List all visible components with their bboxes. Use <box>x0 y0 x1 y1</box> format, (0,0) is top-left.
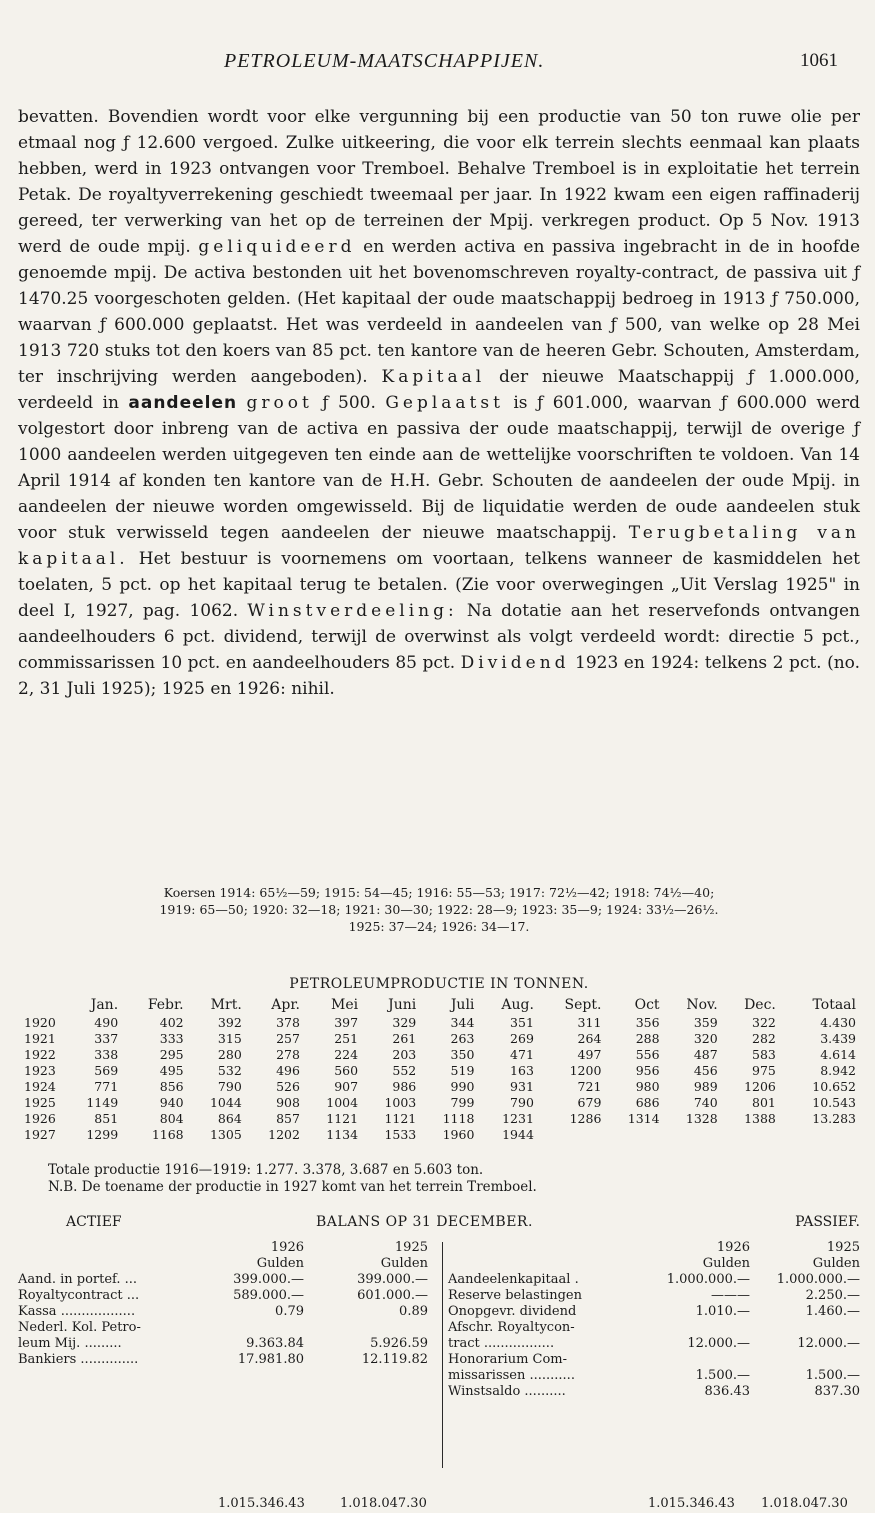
actief-value: 17.981.80 <box>237 1352 304 1367</box>
passief-label: Aandeelenkapitaal . <box>448 1272 579 1287</box>
production-cell: 552 <box>392 1062 417 1078</box>
production-cell: 10.543 <box>812 1094 856 1110</box>
production-cell: 1206 <box>744 1078 776 1094</box>
row-year: 1926 <box>24 1110 56 1126</box>
actief-value: 0.79 <box>275 1304 304 1319</box>
term-geplaatst: Geplaatst <box>385 393 504 413</box>
actief-row <box>18 1320 438 1336</box>
body-text-7: Na dotatie aan het reservefonds ontvangen aandeelhouders 6 pct. dividend, terwijl de overwinst als volgt verdeeld wordt: directie 5 pct., commissarissen 10 pct. en aandeelhouders 85 pct. <box>18 601 860 673</box>
production-cell: 315 <box>217 1030 242 1046</box>
production-table <box>24 996 856 1142</box>
production-cell: 686 <box>635 1094 660 1110</box>
production-cell: 1121 <box>326 1110 359 1126</box>
production-cell <box>601 1126 659 1142</box>
passief-row <box>448 1320 860 1336</box>
production-cell: 721 <box>577 1078 602 1094</box>
production-cell: 771 <box>94 1078 119 1094</box>
production-cell: 908 <box>276 1094 300 1110</box>
production-cell: 560 <box>334 1062 359 1078</box>
actief-label: Bankiers .............. <box>18 1352 139 1367</box>
passief-label: Afschr. Royaltycon- <box>448 1320 575 1335</box>
col-header: Juni <box>388 997 417 1013</box>
actief-row <box>18 1288 438 1304</box>
passief-unit-1: Gulden <box>702 1256 750 1271</box>
passief-value: 12.000.— <box>687 1336 750 1351</box>
production-cell: 4.430 <box>820 1014 856 1030</box>
passief-label: Onopgevr. dividend <box>448 1304 577 1319</box>
actief-label: leum Mij. ......... <box>18 1336 122 1351</box>
passief-value: 1.500.— <box>695 1368 750 1383</box>
production-cell: 790 <box>217 1078 242 1094</box>
passief-unit-row <box>448 1256 860 1272</box>
production-cell: 264 <box>577 1030 602 1046</box>
actief-total-2: 1.018.047.30 <box>340 1496 427 1511</box>
production-header-row <box>24 996 856 1014</box>
body-text-8: 1923 en 1924: telkens 2 pct. (no. 2, 31 Juli 1925); 1925 en 1926: nihil. <box>18 653 860 699</box>
production-row <box>24 1030 856 1046</box>
share-prices <box>18 884 860 935</box>
production-cell: 251 <box>334 1030 359 1046</box>
production-cell: 490 <box>94 1014 119 1030</box>
production-cell: 1118 <box>442 1110 475 1126</box>
col-header: Oct <box>634 997 660 1013</box>
col-header: Totaal <box>812 997 856 1013</box>
col-header: Apr. <box>271 997 300 1013</box>
actief-value: 0.89 <box>399 1304 428 1319</box>
production-cell: 804 <box>159 1110 184 1126</box>
production-cell: 295 <box>159 1046 184 1062</box>
production-row <box>24 1046 856 1062</box>
production-cell: 282 <box>752 1030 776 1046</box>
production-row <box>24 1126 856 1142</box>
body-text-5: is ƒ 601.000, waarvan ƒ 600.000 werd volgestort door inbreng van de activa en passiva der oude maatschappij, terwijl de overige ƒ 1000 aandeelen werden uitgegeven ten einde aan de wettelijke voorschriften te voldoen. Van 14 April 1914 af konden ten kantore van de H.H. Gebr. Schouten de aandeelen der oude Mpij. in aandeelen der nieuwe worden omgewisseld. Bij de liquidatie werden de oude aandeelen stuk voor stuk verwisseld tegen aandeelen der nieuwe maatschappij. <box>18 393 860 543</box>
production-cell <box>776 1126 856 1142</box>
production-cell: 679 <box>577 1094 602 1110</box>
production-cell: 1202 <box>268 1126 300 1142</box>
production-cell: 203 <box>392 1046 417 1062</box>
production-cell: 224 <box>334 1046 359 1062</box>
col-header: Aug. <box>501 997 534 1013</box>
passief-value: 837.30 <box>814 1384 860 1399</box>
col-header: Jan. <box>90 997 119 1013</box>
balance-title: BALANS OP 31 DECEMBER. <box>316 1214 533 1230</box>
production-cell: 496 <box>276 1062 300 1078</box>
actief-row <box>18 1352 438 1368</box>
production-cell: 1314 <box>627 1110 660 1126</box>
body-paragraph <box>18 104 860 702</box>
production-cell: 790 <box>510 1094 534 1110</box>
passief-year-row <box>448 1240 860 1256</box>
production-cell: 1328 <box>685 1110 718 1126</box>
production-row <box>24 1078 856 1094</box>
production-cell: 10.652 <box>812 1078 856 1094</box>
actief-row <box>18 1336 438 1352</box>
actief-label: Nederl. Kol. Petro- <box>18 1320 141 1335</box>
production-cell: 257 <box>276 1030 300 1046</box>
passief-label: Honorarium Com- <box>448 1352 568 1367</box>
actief-unit-row <box>18 1256 438 1272</box>
production-cell: 280 <box>217 1046 242 1062</box>
production-cell: 986 <box>392 1078 417 1094</box>
passief-label: tract ................. <box>448 1336 555 1351</box>
production-cell: 344 <box>450 1014 475 1030</box>
passief-value: 2.250.— <box>805 1288 860 1303</box>
passief-year-1: 1926 <box>716 1240 750 1255</box>
passief-row <box>448 1272 860 1288</box>
actief-row <box>18 1272 438 1288</box>
actief-unit-1: Gulden <box>256 1256 304 1271</box>
production-cell: 311 <box>577 1014 602 1030</box>
passief-label: Winstsaldo .......... <box>448 1384 566 1399</box>
production-cell: 261 <box>392 1030 417 1046</box>
production-cell: 956 <box>635 1062 660 1078</box>
total-production-note: Totale productie 1916—1919: 1.277. 3.378, 3.687 en 5.603 ton. <box>48 1162 484 1178</box>
row-year: 1922 <box>24 1046 56 1062</box>
page-number: 1061 <box>800 50 838 71</box>
actief-label: ACTIEF <box>66 1214 122 1230</box>
production-cell: 359 <box>693 1014 718 1030</box>
actief-rows <box>18 1272 438 1368</box>
page-header <box>18 50 860 76</box>
actief-value: 601.000.— <box>357 1288 428 1303</box>
production-cell: 329 <box>392 1014 417 1030</box>
production-cell: 320 <box>693 1030 718 1046</box>
production-cell: 1533 <box>384 1126 417 1142</box>
actief-label: Royaltycontract ... <box>18 1288 140 1303</box>
production-cell: 337 <box>94 1030 119 1046</box>
passief-row <box>448 1384 860 1400</box>
production-cell: 1388 <box>744 1110 776 1126</box>
production-cell: 350 <box>450 1046 475 1062</box>
term-aandeelen: aandeelen <box>128 393 238 413</box>
actief-year-2: 1925 <box>394 1240 428 1255</box>
passief-row <box>448 1336 860 1352</box>
production-cell: 851 <box>94 1110 119 1126</box>
production-row <box>24 1062 856 1078</box>
actief-value: 399.000.— <box>233 1272 304 1287</box>
passief-row <box>448 1304 860 1320</box>
production-cell: 278 <box>276 1046 300 1062</box>
production-cell: 378 <box>276 1014 300 1030</box>
production-cell: 1231 <box>502 1110 534 1126</box>
col-header: Mrt. <box>210 997 242 1013</box>
production-cell: 1168 <box>151 1126 184 1142</box>
production-cell: 495 <box>159 1062 184 1078</box>
production-cell: 1004 <box>326 1094 359 1110</box>
term-groot: groot <box>246 393 313 413</box>
passief-value: 1.000.000.— <box>666 1272 750 1287</box>
production-row <box>24 1094 856 1110</box>
production-row <box>24 1014 856 1030</box>
production-cell: 583 <box>752 1046 776 1062</box>
passief-rows <box>448 1272 860 1400</box>
production-cell: 799 <box>450 1094 475 1110</box>
balance-totals <box>18 1496 860 1512</box>
koersen-line-1: Koersen 1914: 65½—59; 1915: 54—45; 1916: 55—53; 1917: 72½—42; 1918: 74½—40; <box>163 885 715 900</box>
production-cell: 1044 <box>209 1094 242 1110</box>
production-cell: 556 <box>635 1046 660 1062</box>
production-cell: 532 <box>217 1062 242 1078</box>
row-year: 1921 <box>24 1030 56 1046</box>
production-cell: 263 <box>450 1030 475 1046</box>
production-cell: 471 <box>510 1046 534 1062</box>
production-cell: 338 <box>94 1046 119 1062</box>
production-cell: 1200 <box>569 1062 602 1078</box>
production-cell: 940 <box>159 1094 184 1110</box>
actief-value: 5.926.59 <box>370 1336 428 1351</box>
actief-value: 589.000.— <box>233 1288 304 1303</box>
passief-row <box>448 1368 860 1384</box>
nb-note: N.B. De toename der productie in 1927 komt van het terrein Tremboel. <box>48 1179 537 1195</box>
production-cell: 356 <box>635 1014 660 1030</box>
passief-value: 836.43 <box>704 1384 750 1399</box>
body-text-2: en werden activa en passiva ingebracht in de in hoofde genoemde mpij. De activa bestonden uit het bovenomschreven royalty-contract, de passiva uit ƒ 1470.25 voorgeschoten gelden. (Het kapitaal der oude maatschappij bedroeg in 1913 ƒ 750.000, waarvan ƒ 600.000 geplaatst. Het was verdeeld in aandeelen van ƒ 500, van welke op 28 Mei 1913 720 stuks tot den koers van 85 pct. ten kantore van de heeren Gebr. Schouten, Amsterdam, ter inschrijving werden aangeboden). <box>18 237 861 387</box>
production-cell: 569 <box>94 1062 119 1078</box>
balance-divider <box>442 1242 443 1468</box>
body-text-3: der nieuwe Maatschappij ƒ 1.000.000, verdeeld in <box>18 367 860 413</box>
body-text-6: Het bestuur is voornemens om voortaan, telkens wanneer de kasmiddelen het toelaten, 5 pct. op het kapitaal terug te betalen. (Zie voor overwegingen „Uit Verslag 1925" in deel I, 1927, pag. 1062. <box>18 549 860 621</box>
actief-value: 9.363.84 <box>246 1336 304 1351</box>
production-cell: 526 <box>276 1078 300 1094</box>
production-cell: 1944 <box>502 1126 534 1142</box>
row-year: 1924 <box>24 1078 56 1094</box>
actief-value: 399.000.— <box>357 1272 428 1287</box>
production-cell: 1286 <box>569 1110 602 1126</box>
production-cell: 13.283 <box>812 1110 856 1126</box>
production-cell: 989 <box>693 1078 718 1094</box>
production-cell: 8.942 <box>820 1062 856 1078</box>
col-header: Juli <box>450 997 475 1013</box>
term-kapitaal: Kapitaal <box>381 367 486 387</box>
production-table-title: PETROLEUMPRODUCTIE IN TONNEN. <box>289 976 589 992</box>
actief-row <box>18 1304 438 1320</box>
production-cell <box>718 1126 776 1142</box>
term-dividend: Dividend <box>460 653 570 673</box>
actief-year-1: 1926 <box>270 1240 304 1255</box>
production-cell: 1299 <box>86 1126 119 1142</box>
production-cell: 1134 <box>326 1126 359 1142</box>
production-cell: 487 <box>693 1046 718 1062</box>
production-body <box>24 1014 856 1142</box>
production-cell: 1305 <box>209 1126 242 1142</box>
production-cell: 907 <box>334 1078 359 1094</box>
passief-value: ——— <box>711 1288 750 1303</box>
production-cell <box>534 1126 602 1142</box>
production-cell: 269 <box>510 1030 534 1046</box>
passief-unit-2: Gulden <box>812 1256 860 1271</box>
actief-column <box>18 1240 438 1368</box>
passief-row <box>448 1288 860 1304</box>
actief-label: Aand. in portef. ... <box>18 1272 138 1287</box>
production-cell: 456 <box>693 1062 718 1078</box>
production-cell: 392 <box>217 1014 242 1030</box>
passief-label: PASSIEF. <box>795 1214 860 1230</box>
col-header: Dec. <box>744 997 776 1013</box>
production-cell: 801 <box>752 1094 776 1110</box>
production-cell: 402 <box>159 1014 184 1030</box>
production-cell: 857 <box>276 1110 300 1126</box>
production-cell: 864 <box>217 1110 242 1126</box>
production-cell: 1121 <box>384 1110 417 1126</box>
production-cell: 856 <box>159 1078 184 1094</box>
production-cell: 163 <box>510 1062 534 1078</box>
col-header: Mei <box>330 997 359 1013</box>
running-title: PETROLEUM-MAATSCHAPPIJEN. <box>224 50 545 72</box>
production-row <box>24 1110 856 1126</box>
row-year: 1923 <box>24 1062 56 1078</box>
row-year: 1920 <box>24 1014 56 1030</box>
row-year: 1925 <box>24 1094 56 1110</box>
production-notes <box>48 1162 848 1196</box>
production-cell: 322 <box>752 1014 776 1030</box>
production-cell <box>660 1126 718 1142</box>
passief-label: Reserve belastingen <box>448 1288 582 1303</box>
production-cell: 351 <box>510 1014 534 1030</box>
term-winstverdeeling: Winstverdeeling: <box>247 601 458 621</box>
balance-header <box>18 1214 860 1234</box>
production-cell: 333 <box>159 1030 184 1046</box>
production-cell: 1149 <box>86 1094 119 1110</box>
production-cell: 1003 <box>384 1094 417 1110</box>
production-cell: 4.614 <box>820 1046 856 1062</box>
actief-unit-2: Gulden <box>380 1256 428 1271</box>
passief-label: missarissen ........... <box>448 1368 575 1383</box>
passief-value: 1.460.— <box>805 1304 860 1319</box>
body-text-4: ƒ 500. <box>322 393 376 413</box>
production-cell: 980 <box>635 1078 660 1094</box>
passief-value: 1.500.— <box>805 1368 860 1383</box>
col-header: Nov. <box>686 997 718 1013</box>
production-cell: 288 <box>635 1030 660 1046</box>
actief-value: 12.119.82 <box>361 1352 428 1367</box>
production-cell: 397 <box>334 1014 359 1030</box>
production-cell: 519 <box>450 1062 475 1078</box>
production-cell: 497 <box>577 1046 602 1062</box>
passief-value: 1.010.— <box>695 1304 750 1319</box>
body-text-1: bevatten. Bovendien wordt voor elke vergunning bij een productie van 50 ton ruwe olie per etmaal nog ƒ 12.600 vergoed. Zulke uitkeering, die voor elk terrein slechts eenmaal kan plaats hebben, werd in 1923 ontvangen voor Tremboel. Behalve Tremboel is in exploitatie het terrein Petak. De royaltyverrekening geschiedt tweemaal per jaar. In 1922 kwam een eigen raffinaderij gereed, ter verwerking van het op de terreinen der Mpij. verkregen product. Op 5 Nov. 1913 werd de oude mpij. <box>18 107 860 257</box>
row-year: 1927 <box>24 1126 56 1142</box>
passief-year-2: 1925 <box>826 1240 860 1255</box>
koersen-line-3: 1925: 37—24; 1926: 34—17. <box>348 919 530 934</box>
production-cell: 931 <box>510 1078 534 1094</box>
passief-column <box>448 1240 860 1400</box>
col-header: Febr. <box>147 997 184 1013</box>
actief-label: Kassa .................. <box>18 1304 136 1319</box>
koersen-line-2: 1919: 65—50; 1920: 32—18; 1921: 30—30; 1922: 28—9; 1923: 35—9; 1924: 33½—26½. <box>159 902 719 917</box>
passief-value: 12.000.— <box>797 1336 860 1351</box>
col-header: Sept. <box>564 997 602 1013</box>
passief-total-1: 1.015.346.43 <box>648 1496 735 1511</box>
actief-total-1: 1.015.346.43 <box>218 1496 305 1511</box>
production-cell: 3.439 <box>820 1030 856 1046</box>
passief-total-2: 1.018.047.30 <box>761 1496 848 1511</box>
passief-value: 1.000.000.— <box>776 1272 860 1287</box>
term-geliquideerd: geliquideerd <box>198 237 356 257</box>
production-cell: 990 <box>450 1078 475 1094</box>
term-terugbetaling: Terugbetaling van kapitaal. <box>18 523 861 569</box>
production-cell: 975 <box>752 1062 776 1078</box>
production-cell: 1960 <box>442 1126 475 1142</box>
passief-row <box>448 1352 860 1368</box>
balance-sheet <box>18 1240 860 1470</box>
production-cell: 740 <box>693 1094 718 1110</box>
actief-year-row <box>18 1240 438 1256</box>
col-header <box>24 996 60 1014</box>
